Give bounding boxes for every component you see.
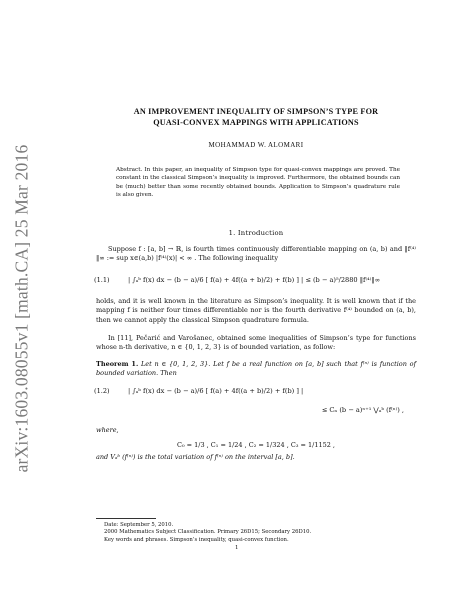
footnote-date: Date: September 5, 2010.: [104, 522, 174, 528]
theorem-1: [96, 360, 416, 378]
theorem-heading: Theorem 1.: [96, 359, 139, 368]
constants-line: C₀ = 1/3 , C₁ = 1/24 , C₂ = 1/324 , C₃ = 1/1152 ,: [176, 441, 335, 450]
equation-1-2: [96, 378, 416, 404]
paper-title: [96, 106, 416, 128]
arxiv-id-text: arXiv:1603.08055v1 [math.CA] 25 Mar 2016: [11, 144, 32, 472]
equation-body-line-2: ≤ Cₙ (b − a)ⁿ⁺¹ ⋁ₐᵇ (f⁽ⁿ⁾) ,: [321, 406, 404, 415]
intro-paragraph-2: holds, and it is well known in the literature as Simpson’s inequality. It is well known that if the mapping f is neither four times differentiable nor is the fourth derivative f⁽⁴⁾ bounded on (a, b), then we cannot apply the classical Simpson quadrature formula.: [96, 297, 416, 324]
footnote-msc: 2000 Mathematics Subject Classification. Primary 26D15; Secondary 26D10.: [104, 529, 312, 536]
intro-paragraph-1: Suppose f : [a, b] → ℝ, is fourth times continuously differentiable mapping on (a, b) and ‖f⁽⁴⁾‖∞ := sup x∈(a,b) |f⁽⁴⁾(x)| < ∞ . The following inequality: [96, 245, 416, 263]
section-heading-introduction: 1. Introduction: [228, 229, 284, 238]
equation-body-line-1: | ∫ₐᵇ f(x) dx − (b − a)/6 [ f(a) + 4f((a + b)/2) + f(b) ] |: [128, 387, 304, 396]
paper-page: [96, 106, 416, 462]
page-number: 1: [235, 545, 239, 551]
equation-body: | ∫ₐᵇ f(x) dx − (b − a)/6 [ f(a) + 4f((a + b)/2) + f(b) ] | ≤ (b − a)⁵/2880 ‖f⁽⁴⁾‖∞: [128, 276, 381, 285]
abstract: Abstract. In this paper, an inequality of Simpson type for quasi-convex mappings are proved. The constant in the classical Simpson’s inequality is improved. Furthermore, the obtained bounds can be (much) better than some recently obtained bounds. Application to Simpson’s quadrature rule is also given.: [116, 167, 400, 198]
intro-paragraph-3: In [11], Pečarić and Varošanec, obtained some inequalities of Simpson’s type for functions whose n-th derivative, n ∈ {0, 1, 2, 3} is of bounded variation, as follow:: [96, 333, 416, 351]
equation-1-1: [96, 263, 416, 297]
title-line-1: AN IMPROVEMENT INEQUALITY OF SIMPSON’S TYPE FOR: [133, 107, 379, 116]
title-line-2: QUASI-CONVEX MAPPINGS WITH APPLICATIONS: [153, 118, 359, 127]
footnote-keywords: Key words and phrases. Simpson’s inequality, quasi-convex function.: [104, 536, 289, 543]
equation-label: (1.1): [94, 276, 110, 285]
equation-label: (1.2): [94, 387, 110, 396]
where-label: where,: [96, 426, 119, 435]
theorem-tail: and Vₐᵇ (f⁽ⁿ⁾) is the total variation of f⁽ⁿ⁾ on the interval [a, b].: [96, 453, 295, 462]
author-name: MOHAMMAD W. ALOMARI: [208, 141, 304, 149]
footnotes: [96, 518, 416, 544]
footnote-divider: [96, 518, 156, 519]
arxiv-identifier-stamp: [6, 108, 38, 508]
theorem-statement: Let n ∈ {0, 1, 2, 3}. Let f be a real function on [a, b] such that f⁽ⁿ⁾ is function of bounded variation. Then: [96, 359, 416, 377]
